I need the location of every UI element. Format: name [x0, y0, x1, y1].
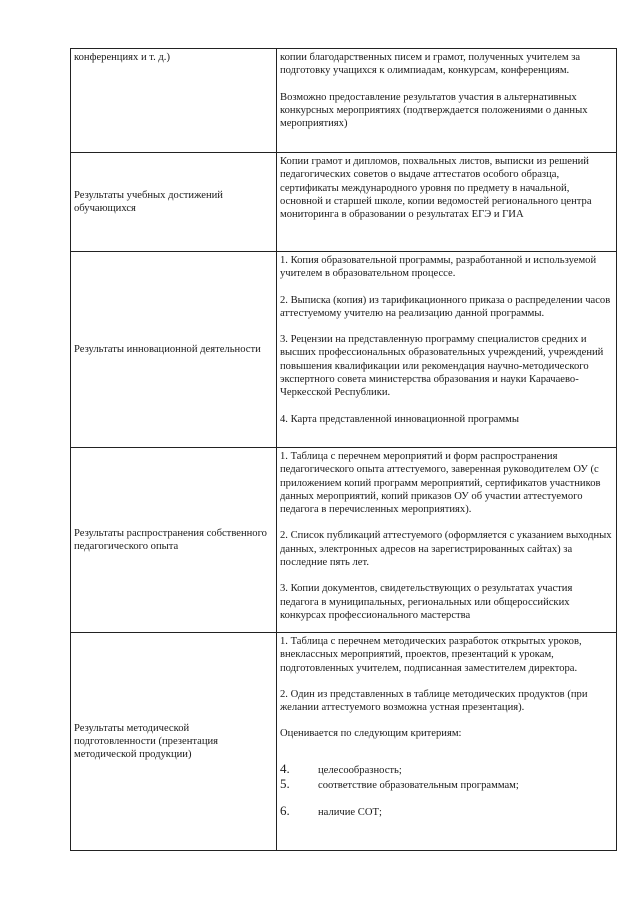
criteria-list — [280, 762, 613, 820]
criteria-item — [280, 804, 613, 819]
criterion-cell — [71, 633, 277, 851]
criterion-cell — [71, 448, 277, 633]
documents-cell — [277, 633, 617, 851]
criteria-text: целесообразность; — [318, 764, 402, 776]
table-row — [71, 153, 617, 252]
criteria-number: 4. — [280, 760, 290, 776]
criterion-label: Результаты инновационной деятельности — [74, 343, 261, 355]
criterion-cell — [71, 49, 277, 153]
document-item: 1. Таблица с перечнем методических разработок открытых уроков, внеклассных мероприятий, проектов, презентаций к урокам, подготовленных учителем, подписанная заместителем директора. — [280, 636, 582, 674]
table-row — [71, 633, 617, 851]
criterion-cell — [71, 153, 277, 252]
document-item: 3. Копии документов, свидетельствующих о результатах участия педагога в муниципальных, региональных или общероссийских конкурсах профессионального мастерства — [280, 583, 573, 621]
criteria-number: 5. — [280, 776, 290, 792]
document-item: 2. Выписка (копия) из тарификационного приказа о распределении часов аттестуемому учителю на реализацию данной программы. — [280, 294, 611, 319]
document-item: 4. Карта представленной инновационной программы — [280, 413, 519, 425]
criteria-item — [280, 762, 613, 777]
criterion-label: конференциях и т. д.) — [74, 52, 170, 63]
criterion-label: Результаты методической подготовленности (презентация методической продукции) — [74, 722, 219, 761]
criteria-intro: Оценивается по следующим критериям: — [280, 728, 462, 740]
table-row — [71, 252, 617, 448]
table-row — [71, 448, 617, 633]
document-item: Возможно предоставление результатов участия в альтернативных конкурсных мероприятиях (подтверждается положениями о данных мероприятиях) — [280, 91, 588, 130]
documents-cell — [277, 49, 617, 153]
document-item: копии благодарственных писем и грамот, полученных учителем за подготовку учащихся к олимпиадам, конкурсам, конференциям. — [280, 52, 581, 77]
document-item: 3. Рецензии на представленную программу специалистов средних и высших профессиональных образовательных учреждений, учреждений повышения квалификации или рекомендация научно-методического экспертного совета министерства образования и науки Карачаево-Черкесской Республики. — [280, 334, 604, 399]
documents-cell — [277, 252, 617, 448]
document-item: 1. Копия образовательной программы, разработанной и используемой учителем в образовательном процессе. — [280, 255, 597, 280]
table-row — [71, 49, 617, 153]
document-item: Копии грамот и дипломов, похвальных листов, выписки из решений педагогических советов о выдаче аттестатов особого образца, сертификаты международного уровня по предмету в начальной, основной и старшей школе, копии ведомостей регионального центра мониторинга в образовании о результатах ЕГЭ и ГИА — [280, 156, 592, 221]
criterion-cell — [71, 252, 277, 448]
document-table — [70, 48, 617, 851]
criteria-text: наличие СОТ; — [318, 807, 382, 819]
criteria-text: соответствие образовательным программам; — [318, 780, 519, 792]
document-item: 1. Таблица с перечнем мероприятий и форм распространения педагогического опыта аттестуемого, заверенная руководителем ОУ (с приложением копий программ мероприятий, сертификатов участников данных мероприятий, копий приказов ОУ об участии аттестуемого педагога в перечисленных мероприятиях). — [280, 451, 601, 516]
criterion-label: Результаты учебных достижений обучающихся — [74, 189, 223, 214]
criteria-number: 6. — [280, 803, 290, 819]
criterion-label: Результаты распространения собственного педагогического опыта — [74, 527, 267, 552]
document-item: 2. Список публикаций аттестуемого (оформляется с указанием выходных данных, электронных адресов на зарегистрированных сайтах) за последние пять лет. — [280, 530, 612, 569]
documents-cell — [277, 153, 617, 252]
criteria-item — [280, 777, 613, 792]
documents-cell — [277, 448, 617, 633]
document-item: 2. Один из представленных в таблице методических продуктов (при желании аттестуемого возможна устная презентация). — [280, 688, 588, 714]
